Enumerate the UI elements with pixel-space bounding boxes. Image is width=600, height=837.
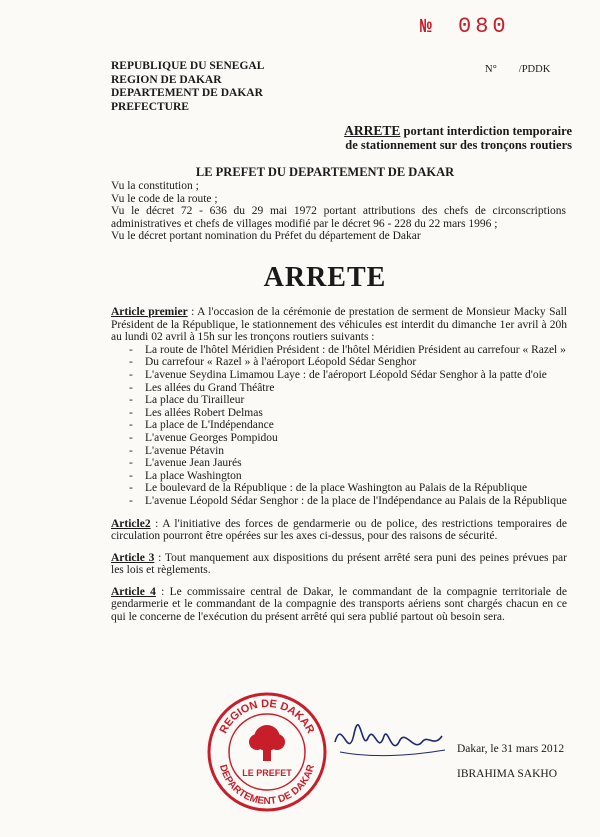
list-item: - La route de l'hôtel Méridien Président : de l'hôtel Méridien Président au carrefour « Razel »	[111, 344, 567, 357]
prefecture-seal	[205, 690, 330, 815]
article-3	[111, 552, 567, 577]
header-line-republic: REPUBLIQUE DU SENEGAL	[111, 60, 265, 72]
subject-keyword: ARRETE	[344, 123, 401, 138]
prefet-title: LE PREFET DU DEPARTEMENT DE DAKAR	[195, 165, 455, 179]
list-item: - L'avenue Jean Jaurés	[111, 457, 567, 470]
article-4	[111, 586, 567, 624]
articles-body	[111, 306, 567, 633]
reference-code: /PDDK	[518, 64, 551, 75]
list-item: - Du carrefour « Razel » à l'aéroport Léopold Sédar Senghor	[111, 356, 567, 369]
document-subject	[322, 124, 572, 152]
signatory-name: IBRAHIMA SAKHO	[457, 768, 557, 780]
reference-number	[485, 64, 550, 75]
street-list	[111, 344, 567, 508]
article-2-label: Article2	[111, 517, 151, 530]
list-item: - L'avenue Léopold Sédar Senghor : de la place de l'Indépendance au Palais de la République	[111, 495, 567, 508]
article-1-label: Article premier	[111, 306, 188, 318]
arrete-title: ARRETE	[263, 262, 387, 293]
list-item: - Les allées Robert Delmas	[111, 407, 567, 420]
handwritten-signature	[330, 712, 450, 772]
header-line-region: REGION DE DAKAR	[111, 73, 222, 86]
visas-section	[111, 180, 566, 243]
list-item: - La place du Tirailleur	[111, 394, 567, 407]
seal-center-text: LE PREFET	[242, 768, 292, 778]
subject-line1: portant interdiction temporaire	[400, 124, 572, 138]
article-1	[111, 306, 567, 344]
list-item: - La place de L'Indépendance	[111, 419, 567, 432]
list-item: - L'avenue Seydina Limamou Laye : de l'aéroport Léopold Sédar Senghor à la patte d'oie	[111, 369, 567, 382]
seal-top-text: REGION DE DAKAR	[217, 697, 317, 736]
article-3-label: Article 3	[111, 551, 155, 564]
issuer-header	[111, 60, 264, 114]
article-2	[111, 518, 567, 543]
number-prefix: №	[420, 16, 437, 39]
article-2-text: : A l'initiative des forces de gendarmerie ou de police, des restrictions temporaires de circulation pourront être opérées sur les axes ci-dessus, pour des raisons de sécurité.	[111, 517, 567, 543]
article-1-text: : A l'occasion de la cérémonie de prestation de serment de Monsieur Macky Sall Président de la République, le stationnement des véhicules est interdit du dimanche 1er avril à 20h au lundi 02 avril à 15h sur les tronçons routiers suivants :	[111, 306, 567, 344]
list-item: - Les allées du Grand Théâtre	[111, 382, 567, 395]
visa-line: Vu le décret portant nomination du Préfet du département de Dakar	[111, 230, 421, 242]
document-number-stamp	[420, 14, 510, 39]
visa-line: Vu la constitution ;	[111, 180, 199, 192]
baobab-tree-icon	[249, 725, 285, 761]
visa-line: Vu le code de la route ;	[111, 192, 218, 205]
article-4-text: : Le commissaire central de Dakar, le commandant de la compagnie territoriale de gendarmerie et le commandant de la compagnie des transports aériens sont chargés chacun en ce qui le concerne de l'exécution du présent arrêté qui sera publié partout où besoin sera.	[111, 585, 568, 624]
signature-block	[457, 737, 564, 787]
number-value: 080	[458, 14, 510, 39]
seal-bottom-text: DEPARTEMENT DE DAKAR	[216, 763, 318, 808]
list-item: - L'avenue Georges Pompidou	[111, 432, 567, 445]
header-line-prefecture: PREFECTURE	[111, 100, 189, 113]
header-line-department: DEPARTEMENT DE DAKAR	[111, 87, 263, 99]
reference-no-label: N°	[485, 64, 497, 75]
place-and-date: Dakar, le 31 mars 2012	[457, 743, 565, 755]
list-item: - Le boulevard de la République : de la place Washington au Palais de la République	[111, 482, 567, 495]
list-item: - L'avenue Pétavin	[111, 445, 567, 458]
article-4-label: Article 4	[111, 585, 156, 598]
article-3-text: : Tout manquement aux dispositions du présent arrêté sera puni des peines prévues par les lois et règlements.	[111, 551, 567, 577]
subject-line2: de stationnement sur des tronçons routiers	[345, 138, 572, 152]
visa-line: Vu le décret 72 - 636 du 29 mai 1972 portant attributions des chefs de circonscriptions administratives et chefs de villages modifié par le décret 96 - 228 du 22 mars 1996 ;	[111, 205, 566, 230]
list-item: - La place Washington	[111, 470, 567, 483]
